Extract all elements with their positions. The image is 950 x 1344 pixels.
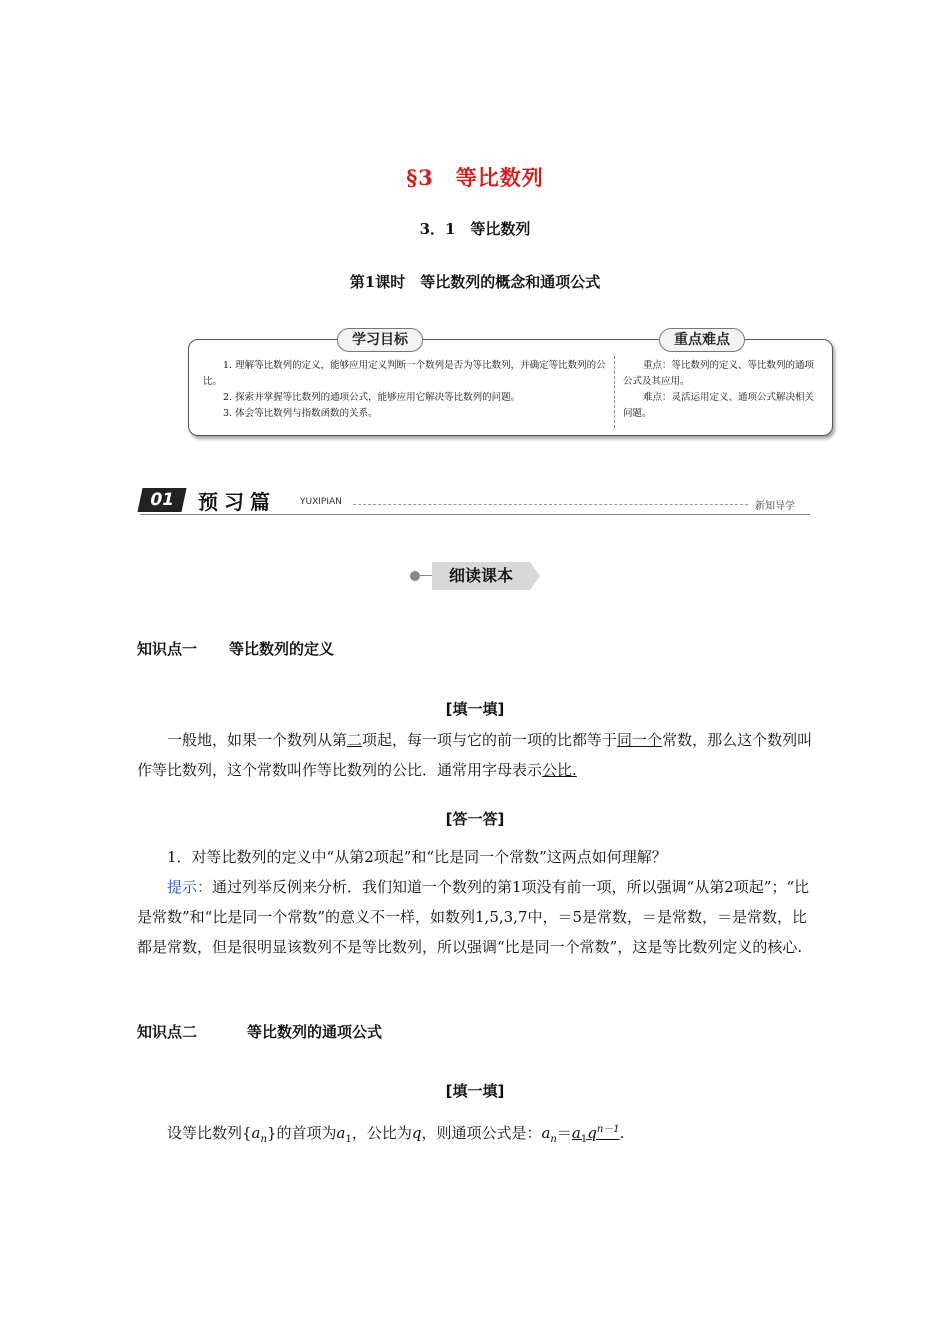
key-points: 重点：等比数列的定义、等比数列的通项公式及其应用。 xyxy=(623,360,815,387)
kp1-label: 知识点一 xyxy=(137,640,198,658)
equals-sign: ＝ xyxy=(556,1124,572,1142)
kp1-definition xyxy=(137,725,815,785)
pill-heading xyxy=(410,562,540,590)
banner-pinyin: YUXIPIAN xyxy=(300,497,342,507)
banner-number: 01 xyxy=(137,488,186,512)
objectives-tab: 学习目标 xyxy=(337,328,423,352)
lhs-a: a xyxy=(541,1124,551,1142)
objectives-divider xyxy=(614,356,615,428)
kp2-fill-heading: [填一填] xyxy=(445,1082,505,1100)
rhs-a: a xyxy=(571,1124,581,1142)
pill-dot-icon xyxy=(410,571,420,581)
banner-title: 预习篇 xyxy=(198,490,276,514)
key-points-list xyxy=(623,358,819,422)
def-text-a: 一般地，如果一个数列从第 xyxy=(167,731,348,749)
kp1-answer-heading: [答一答] xyxy=(445,810,505,828)
hint-text: 通过列举反例来分析．我们知道一个数列的第1项没有前一项，所以强调“从第2项起”；“比是常数”和“比是同一个常数”的意义不一样，如数列1,5,3,7中，＝5是常数，＝是常数，＝是常数，比都是常数，但是很明显该数列不是等比数列，所以强调“比是同一个常数”，这是等比数列定义的核心. xyxy=(137,878,810,956)
var-a: a xyxy=(251,1124,261,1142)
objective-item: 1. 理解等比数列的定义，能够应用定义判断一个数列是否为等比数列，并确定等比数列的公比。 xyxy=(203,360,606,387)
difficulties: 难点：灵活运用定义、通项公式解决相关问题。 xyxy=(623,392,815,419)
var-a1: a xyxy=(336,1124,346,1142)
blank-1: 二 xyxy=(347,731,363,749)
hint-label: 提示： xyxy=(167,878,213,896)
kp2-title: 等比数列的通项公式 xyxy=(247,1023,383,1041)
rhs-exp: n－1 xyxy=(596,1124,620,1135)
question-text: 1．对等比数列的定义中“从第2项起”和“比是同一个常数”这两点如何理解？ xyxy=(167,848,667,866)
formula-text-a: 设等比数列{ xyxy=(167,1124,252,1142)
kp1-title: 等比数列的定义 xyxy=(229,640,335,658)
kp1-hint xyxy=(137,872,815,962)
kp2-label: 知识点二 xyxy=(137,1023,198,1041)
banner-subtitle: 新知导学 xyxy=(755,501,795,512)
knowledge-point-1-heading xyxy=(137,638,334,659)
lesson-title: 第1课时 等比数列的概念和通项公式 xyxy=(349,273,601,291)
kp2-formula xyxy=(137,1115,815,1155)
key-points-tab: 重点难点 xyxy=(659,328,745,352)
knowledge-point-2-heading xyxy=(137,1021,382,1042)
formula-text-d: ，则通项公式是： xyxy=(421,1124,542,1142)
objective-item: 3. 体会等比数列与指数函数的关系。 xyxy=(223,408,378,419)
formula-text-c: ，公比为 xyxy=(351,1124,412,1142)
blank-3: 公比. xyxy=(542,761,577,779)
rhs-q: q xyxy=(587,1124,597,1142)
formula-answer xyxy=(571,1124,620,1145)
section-title: 3．1 等比数列 xyxy=(419,220,531,238)
def-text-b: 项起，每一项与它的前一项的比都等于 xyxy=(362,731,618,749)
chapter-title: §3 等比数列 xyxy=(406,165,544,190)
blank-2: 同一个 xyxy=(617,731,663,749)
def-text-c: 常数，那么这个数列叫作等比数列，这个常数叫作等比数列的公比．通常用字母表示 xyxy=(137,731,813,779)
pill-label: 细读课本 xyxy=(432,562,530,590)
formula-text-b: }的首项为 xyxy=(266,1124,337,1142)
objectives-box xyxy=(188,332,833,436)
pill-arrow-icon xyxy=(530,562,540,590)
banner-underline xyxy=(140,514,810,515)
objective-item: 2. 探索并掌握等比数列的通项公式，能够应用它解决等比数列的问题。 xyxy=(223,392,521,403)
var-q: q xyxy=(411,1124,422,1142)
banner-dashed-line xyxy=(353,504,748,505)
formula-end: . xyxy=(619,1124,625,1142)
sub-1: 1 xyxy=(345,1134,352,1145)
rhs-sub: 1 xyxy=(580,1134,588,1145)
kp1-fill-heading: [填一填] xyxy=(445,700,505,718)
objectives-list xyxy=(203,358,608,422)
kp1-question xyxy=(137,842,815,872)
section-banner xyxy=(140,486,810,516)
lhs-sub: n xyxy=(550,1134,557,1145)
sub-n: n xyxy=(260,1134,267,1145)
